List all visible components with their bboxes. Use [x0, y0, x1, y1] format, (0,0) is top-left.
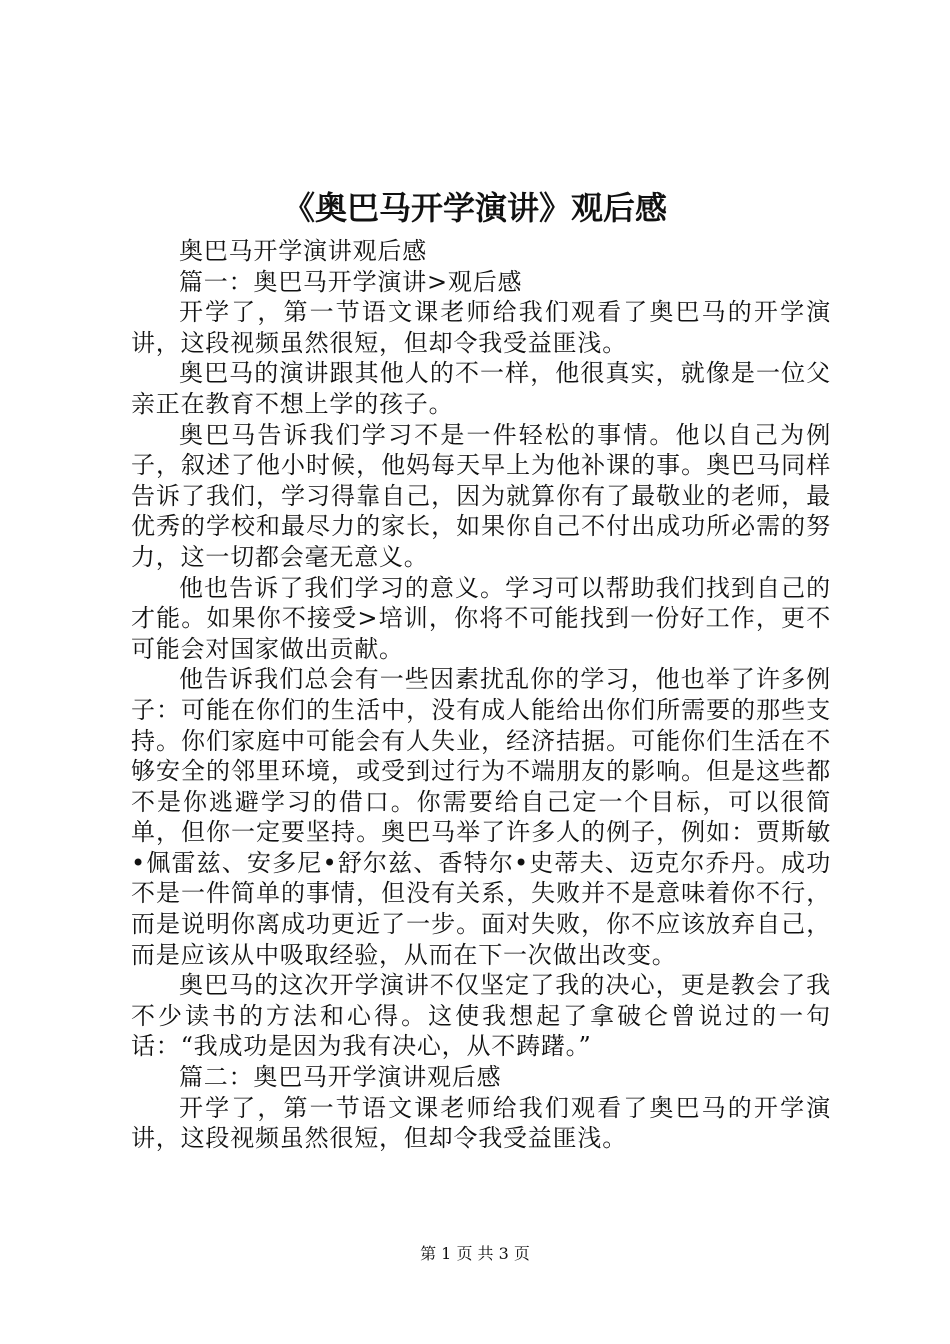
- document-title: 《奥巴马开学演讲》观后感: [282, 189, 667, 227]
- paragraph: 奥巴马开学演讲观后感: [179, 237, 427, 265]
- page-number-footer: 第 1 页 共 3 页: [420, 1244, 530, 1263]
- paragraph: 篇一：奥巴马开学演讲>观后感: [179, 267, 523, 296]
- paragraph: 开学了，第一节语文课老师给我们观看了奥巴马的开学演讲，这段视频虽然很短，但却令我受益匪浅。: [131, 1093, 831, 1153]
- paragraph: 开学了，第一节语文课老师给我们观看了奥巴马的开学演讲，这段视频虽然很短，但却令我受益匪浅。: [131, 298, 831, 357]
- paragraph: 篇二：奥巴马开学演讲观后感: [179, 1063, 502, 1092]
- document-body: [131, 236, 831, 1154]
- paragraph: 奥巴马的演讲跟其他人的不一样，他很真实，就像是一位父亲正在教育不想上学的孩子。: [131, 359, 831, 418]
- paragraph: 奥巴马告诉我们学习不是一件轻松的事情。他以自己为例子，叙述了他小时候，他妈每天早上为他补课的事。奥巴马同样告诉了我们，学习得靠自己，因为就算你有了最敬业的老师，最优秀的学校和最尽力的家长，如果你自己不付出成功所必需的努力，这一切都会毫无意义。: [131, 420, 831, 571]
- paragraph: 他告诉我们总会有一些因素扰乱你的学习，他也举了许多例子：可能在你们的生活中，没有成人能给出你们所需要的那些支持。你们家庭中可能会有人失业，经济拮据。可能你们生活在不够安全的邻里环境，或受到过行为不端朋友的影响。但是这些都不是你逃避学习的借口。你需要给自己定一个目标，可以很简单，但你一定要坚持。奥巴马举了许多人的例子，例如：贾斯敏•佩雷兹、安多尼•舒尔兹、香特尔•史蒂夫、迈克尔乔丹。成功不是一件简单的事情，但没有关系，失败并不是意味着你不行，而是说明你离成功更近了一步。面对失败，你不应该放弃自己，而是应该从中吸取经验，从而在下一次做出改变。: [131, 665, 831, 969]
- paragraph: 奥巴马的这次开学演讲不仅坚定了我的决心，更是教会了我不少读书的方法和心得。这使我想起了拿破仑曾说过的一句话：“我成功是因为我有决心，从不踌躇。”: [131, 971, 831, 1061]
- paragraph: 他也告诉了我们学习的意义。学习可以帮助我们找到自己的才能。如果你不接受>培训，你将不可能找到一份好工作，更不可能会对国家做出贡献。: [131, 573, 831, 663]
